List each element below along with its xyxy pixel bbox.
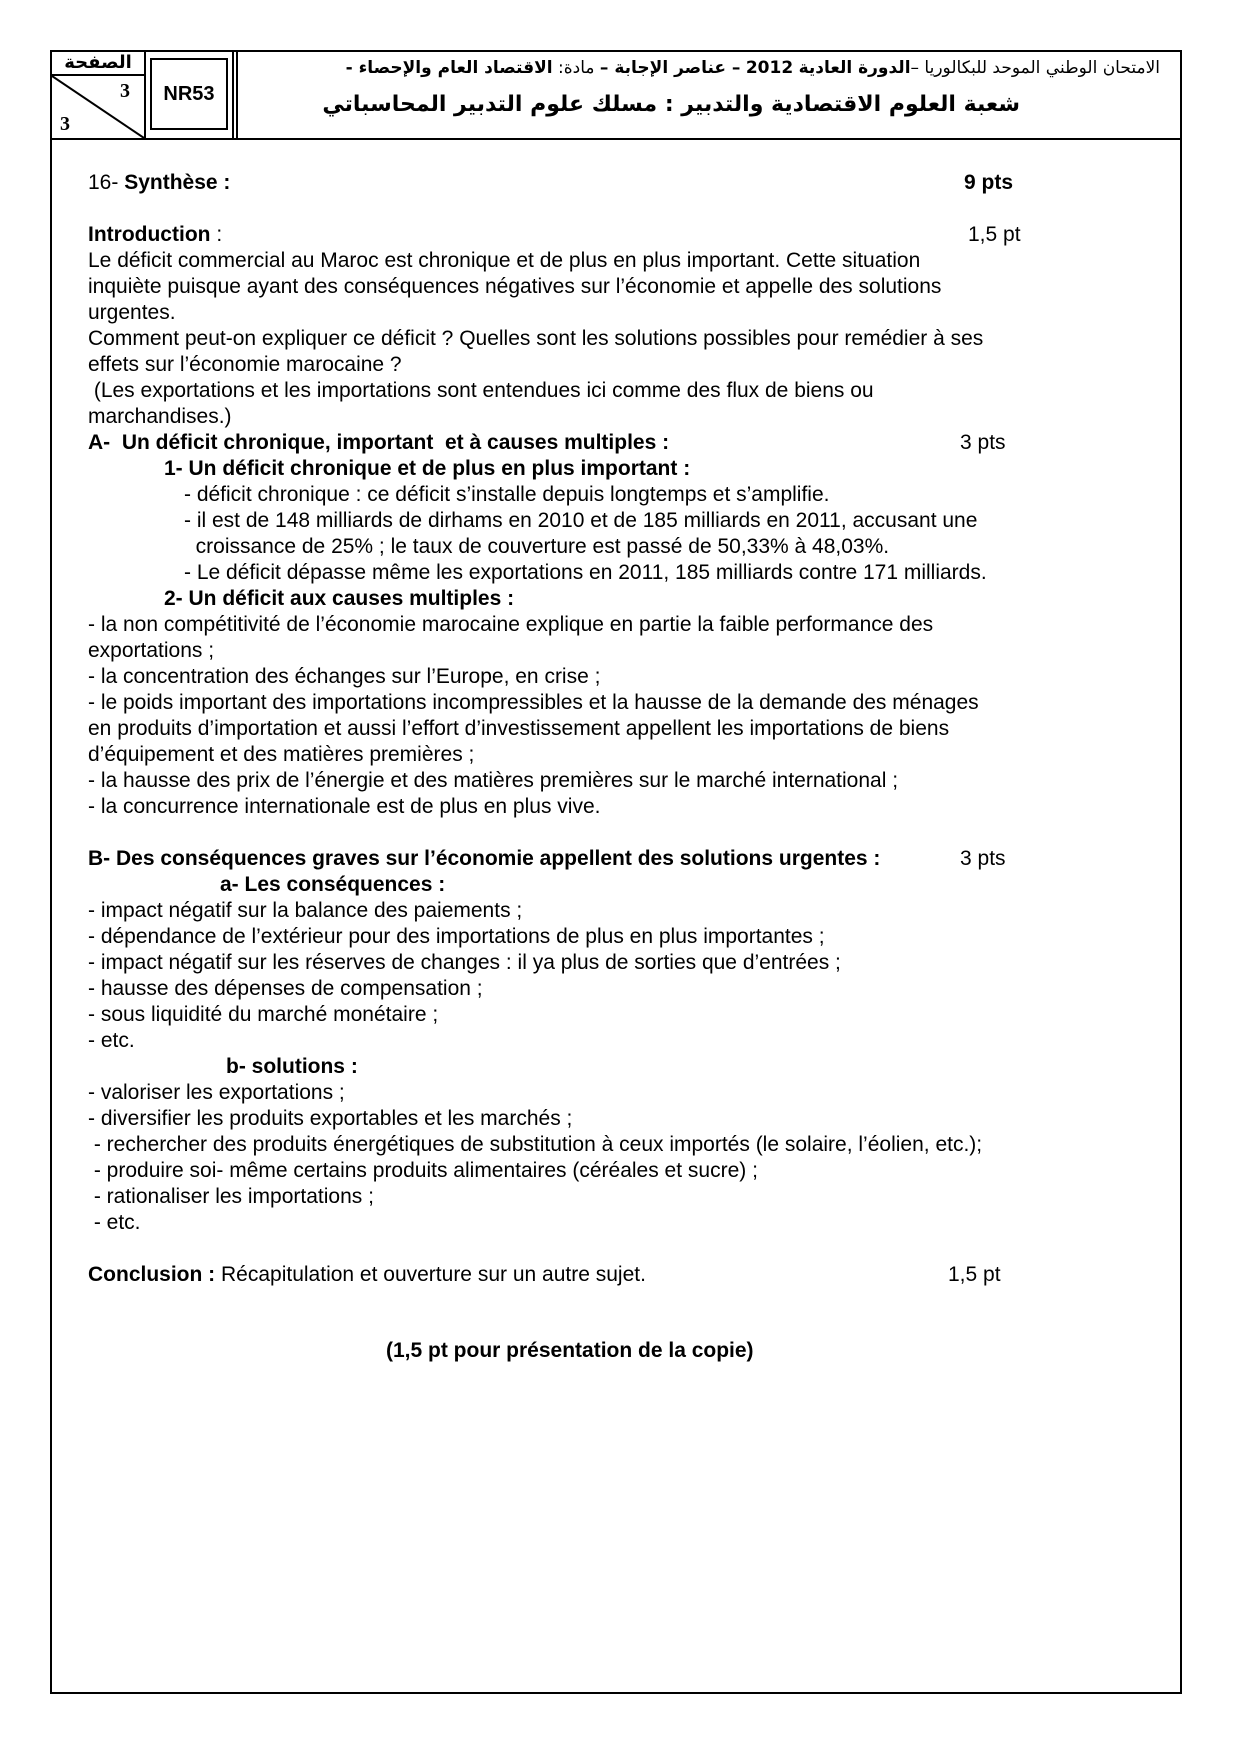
answer-content <box>88 170 1148 1364</box>
consequence-item: - hausse des dépenses de compensation ; <box>88 977 483 1000</box>
introduction-line: inquiète puisque ayant des conséquences négatives sur l’économie et appelle des solutions <box>88 275 942 298</box>
section-a2-item: - la concentration des échanges sur l’Europe, en crise ; <box>88 665 601 688</box>
section-a2-item: - la concurrence internationale est de plus en plus vive. <box>88 795 601 818</box>
section-a-title: A- Un déficit chronique, important et à causes multiples : <box>88 431 670 454</box>
introduction-colon: : <box>210 223 223 246</box>
introduction-line: marchandises.) <box>88 405 232 428</box>
presentation-note: (1,5 pt pour présentation de la copie) <box>386 1339 754 1362</box>
solution-item: - valoriser les exportations ; <box>88 1081 345 1104</box>
subject-label: مادة: <box>558 58 595 78</box>
section-b-title: B- Des conséquences graves sur l’économie appellent des solutions urgentes : <box>88 847 881 870</box>
introduction-line: urgentes. <box>88 301 176 324</box>
introduction-line: Le déficit commercial au Maroc est chronique et de plus en plus important. Cette situation <box>88 249 921 272</box>
section-a1-item: - déficit chronique : ce déficit s’installe depuis longtemps et s’amplifie. <box>184 483 830 506</box>
question-number: 16- <box>88 171 119 194</box>
section-a2-item: - la hausse des prix de l’énergie et des matières premières sur le marché international ; <box>88 769 899 792</box>
conclusion-text: Récapitulation et ouverture sur un autre sujet. <box>215 1263 646 1286</box>
introduction-title: Introduction <box>88 223 211 246</box>
consequence-item: - dépendance de l’extérieur pour des importations de plus en plus importantes ; <box>88 925 825 948</box>
section-a-points: 3 pts <box>960 431 1006 454</box>
section-a1-title: 1- Un déficit chronique et de plus en plus important : <box>164 457 691 480</box>
consequence-item: - etc. <box>88 1029 135 1052</box>
section-a2-item: en produits d’importation et aussi l’effort d’investissement appellent les importations de biens <box>88 717 950 740</box>
section-a2-item: - le poids important des importations incompressibles et la hausse de la demande des ménages <box>88 691 979 714</box>
exam-answers-label: – عناصر الإجابة – <box>599 58 741 78</box>
section-a1-item: - il est de 148 milliards de dirhams en 2010 et de 185 milliards en 2011, accusant une <box>184 509 978 532</box>
exam-code: NR53 <box>150 58 228 130</box>
exam-session: الدورة العادية <box>798 58 911 78</box>
solution-item: - rechercher des produits énergétiques de substitution à ceux importés (le solaire, l’éolien, etc.); <box>88 1133 983 1156</box>
conclusion-points: 1,5 pt <box>948 1263 1001 1286</box>
page-number: 3 <box>120 80 130 102</box>
solution-item: - etc. <box>88 1211 141 1234</box>
subject-name: الاقتصاد العام والإحصاء - <box>345 58 553 78</box>
exam-header <box>52 52 1180 140</box>
synthese-heading <box>88 170 1148 196</box>
conclusion-title: Conclusion : <box>88 1263 216 1286</box>
page-label: الصفحة <box>52 52 144 76</box>
header-line-1 <box>230 58 1160 78</box>
solution-item: - diversifier les produits exportables et les marchés ; <box>88 1107 573 1130</box>
exam-title: الامتحان الوطني الموحد للبكالوريا – <box>910 58 1160 78</box>
consequence-item: - impact négatif sur les réserves de changes : il ya plus de sorties que d’entrées ; <box>88 951 841 974</box>
section-b-a-title: a- Les conséquences : <box>220 873 446 896</box>
consequence-item: - sous liquidité du marché monétaire ; <box>88 1003 439 1026</box>
section-a2-title: 2- Un déficit aux causes multiples : <box>164 587 515 610</box>
section-a2-item: - la non compétitivité de l’économie marocaine explique en partie la faible performance des <box>88 613 934 636</box>
synthese-title: Synthèse : <box>124 171 231 194</box>
header-line-2: شعبة العلوم الاقتصادية والتدبير : مسلك علوم التدبير المحاسباتي <box>322 92 1020 117</box>
section-b-b-title: b- solutions : <box>226 1055 358 1078</box>
page-number-box <box>52 52 146 138</box>
exam-year: 2012 <box>745 58 794 78</box>
synthese-points: 9 pts <box>964 171 1014 194</box>
section-a-heading <box>88 430 1148 456</box>
section-b-heading <box>88 846 1148 872</box>
section-b-points: 3 pts <box>960 847 1006 870</box>
page-total: 3 <box>60 113 70 135</box>
section-a2-item: exportations ; <box>88 639 215 662</box>
introduction-points: 1,5 pt <box>968 223 1021 246</box>
solution-item: - rationaliser les importations ; <box>88 1185 374 1208</box>
section-a2-item: d’équipement et des matières premières ; <box>88 743 475 766</box>
introduction-line: effets sur l’économie marocaine ? <box>88 353 402 376</box>
introduction-line: Comment peut-on expliquer ce déficit ? Quelles sont les solutions possibles pour remédier à ses <box>88 327 984 350</box>
section-a1-item: - Le déficit dépasse même les exportations en 2011, 185 milliards contre 171 milliards. <box>184 561 987 584</box>
introduction-line: (Les exportations et les importations sont entendues ici comme des flux de biens ou <box>88 379 874 402</box>
conclusion <box>88 1262 1148 1288</box>
introduction-heading <box>88 222 1148 248</box>
solution-item: - produire soi- même certains produits alimentaires (céréales et sucre) ; <box>88 1159 758 1182</box>
consequence-item: - impact négatif sur la balance des paiements ; <box>88 899 523 922</box>
section-a1-item: croissance de 25% ; le taux de couverture est passé de 50,33% à 48,03%. <box>184 535 890 558</box>
